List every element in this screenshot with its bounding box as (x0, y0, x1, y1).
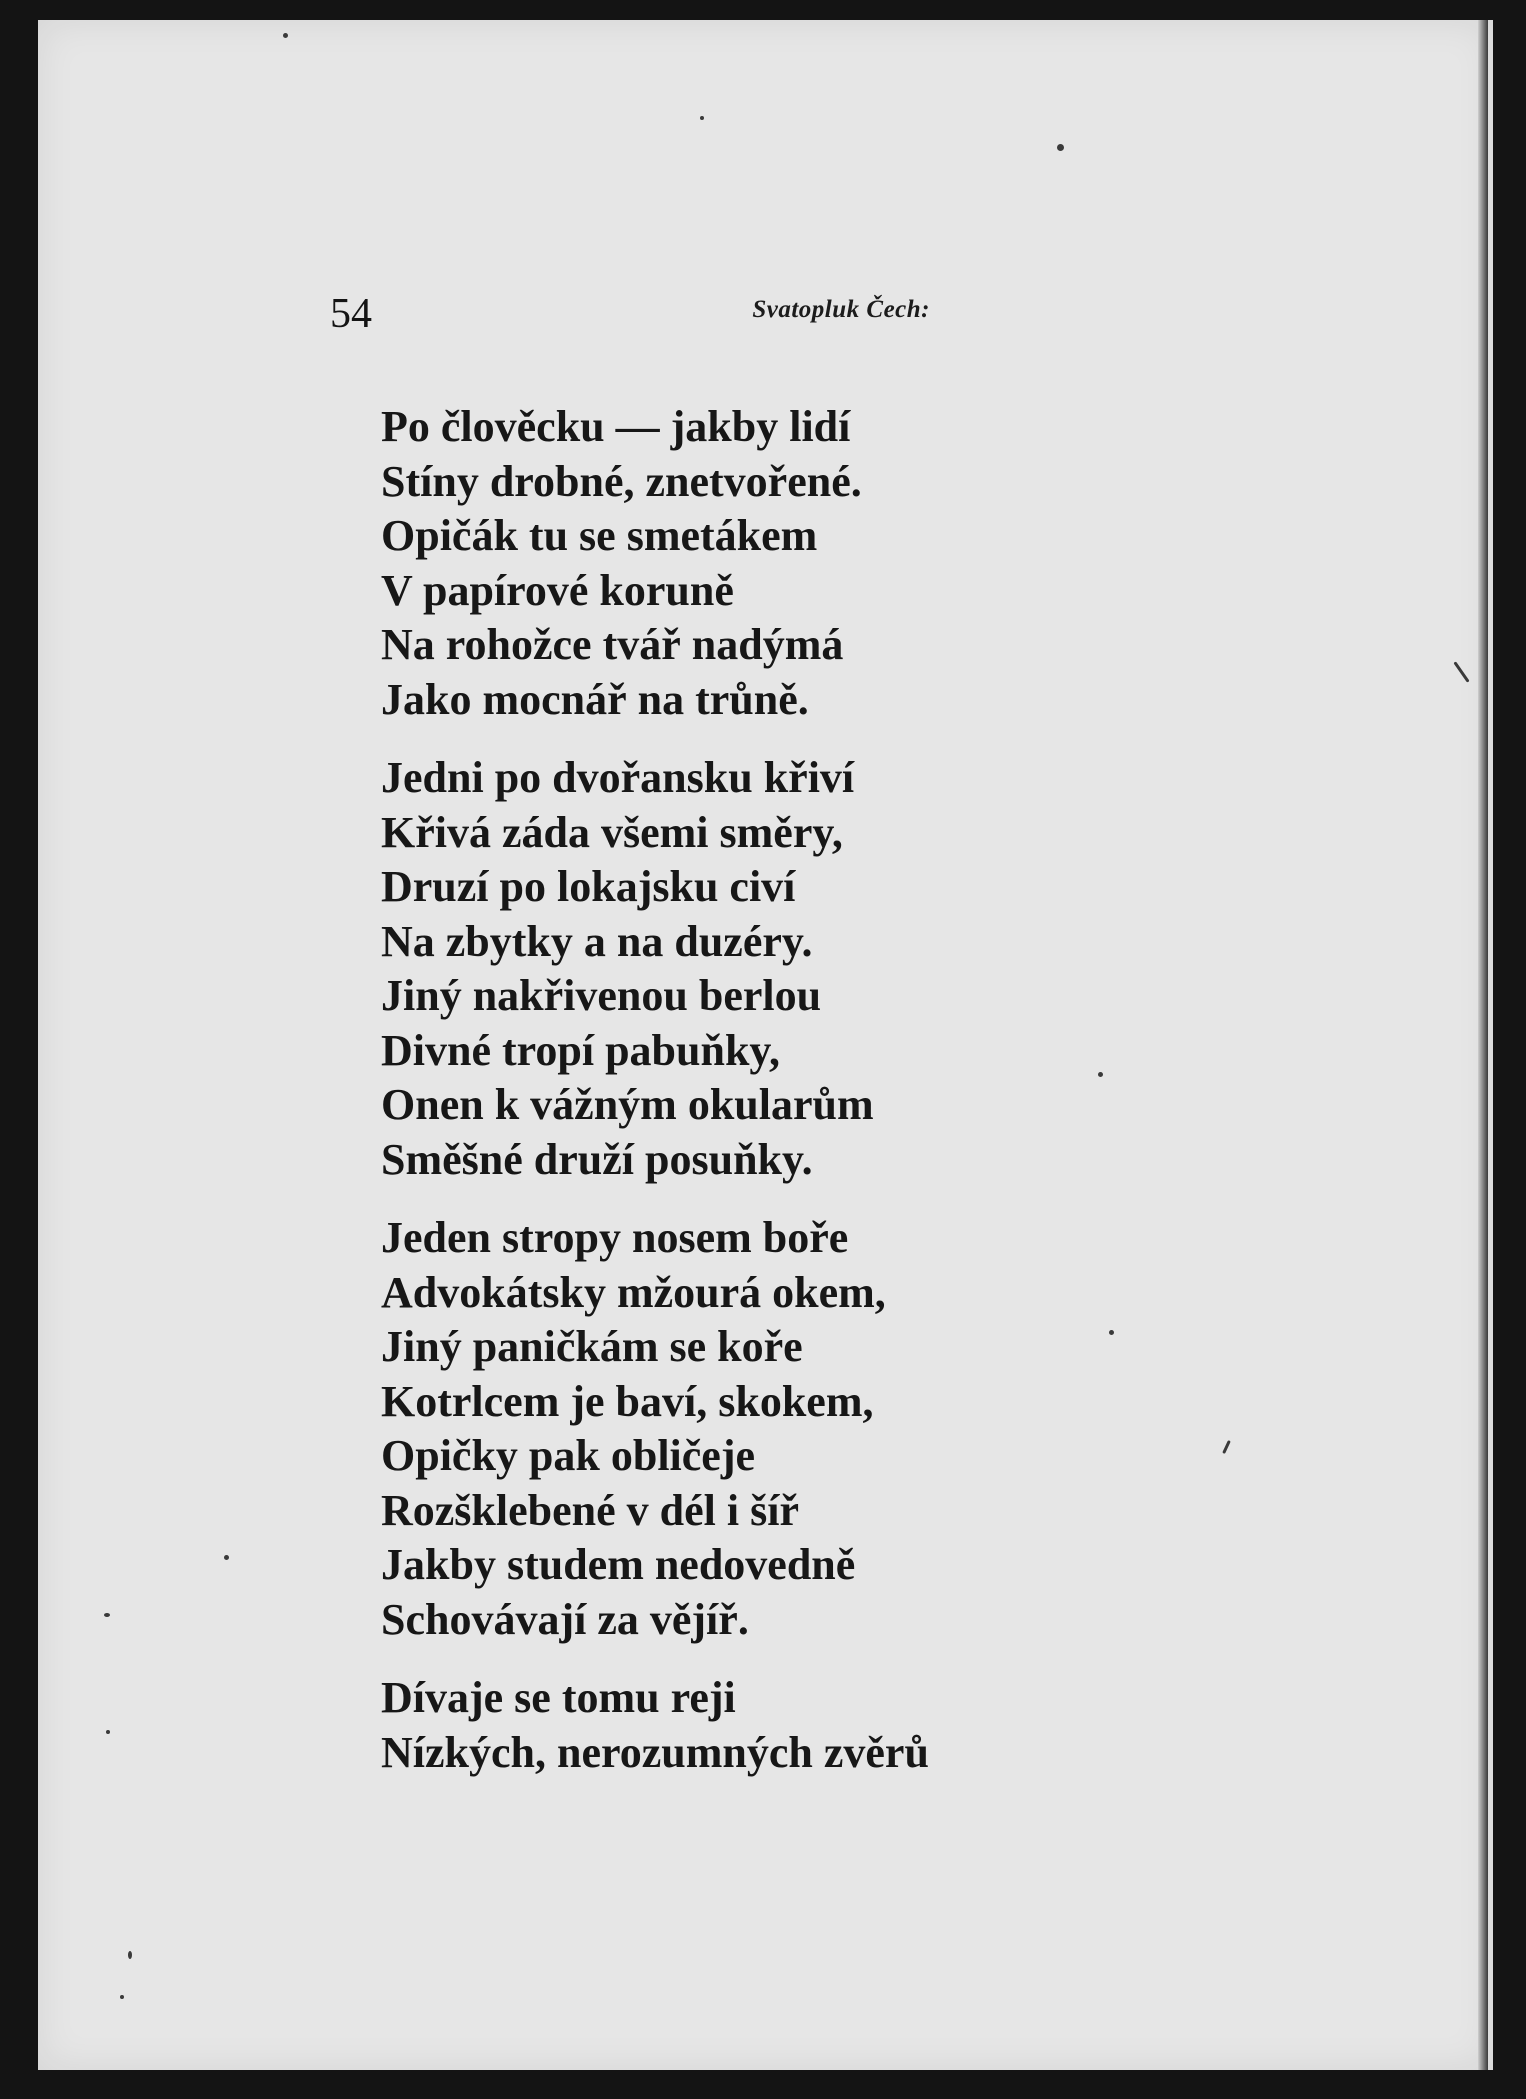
stanza-2 (381, 751, 1081, 1187)
poem-line: Dívaje se tomu reji (381, 1673, 736, 1722)
page-number: 54 (330, 291, 372, 337)
page-edge-shadow (1478, 20, 1488, 2070)
scan-speck (1109, 1330, 1114, 1335)
poem-line: Opičák tu se smetákem (381, 511, 818, 560)
scan-speck (1057, 144, 1064, 151)
scan-speck (224, 1555, 229, 1560)
stanza-3 (381, 1211, 1081, 1647)
scan-speck (106, 1730, 110, 1734)
poem-line: Po člověcku — jakby lidí (381, 402, 851, 451)
poem-line: V papírové koruně (381, 565, 734, 615)
poem-line: Nízkých, nerozumných zvěrů (381, 1727, 929, 1777)
poem-line: Jiný nakřivenou berlou (381, 971, 822, 1020)
poem-line: Advokátsky mžourá okem, (381, 1267, 886, 1317)
page-header (330, 290, 930, 350)
poem-line: Divné tropí pabuňky, (381, 1025, 781, 1075)
running-head-author: Svatopluk Čech: (752, 296, 930, 323)
scan-speck (104, 1613, 110, 1617)
scan-speck (120, 1995, 124, 1999)
poem-line: Stíny drobné, znetvořené. (381, 456, 862, 506)
scan-speck (700, 116, 704, 120)
stanza-4 (381, 1671, 1081, 1780)
poem-text (381, 400, 1081, 1780)
poem-line: Jeden stropy nosem boře (381, 1213, 849, 1262)
poem-line: Jiný paničkám se koře (381, 1322, 803, 1371)
poem-line: Onen k vážným okularům (381, 1080, 874, 1129)
scan-speck (1098, 1072, 1103, 1077)
poem-line: Schovávají za vějíř. (381, 1594, 749, 1644)
scan-speck (283, 33, 288, 38)
poem-line: Kotrlcem je baví, skokem, (381, 1376, 874, 1426)
poem-line: Jedni po dvořansku křiví (381, 753, 855, 802)
poem-line: Jako mocnář na trůně. (381, 674, 809, 724)
poem-line: Opičky pak obličeje (381, 1431, 756, 1480)
poem-line: Jakby studem nedovedně (381, 1540, 856, 1589)
poem-line: Na zbytky a na duzéry. (381, 916, 813, 966)
stanza-1 (381, 400, 1081, 727)
poem-line: Rozšklebené v dél i šíř (381, 1485, 799, 1535)
poem-line: Směšné druží posuňky. (381, 1134, 813, 1184)
poem-line: Křivá záda všemi směry, (381, 807, 843, 857)
poem-line: Na rohožce tvář nadýmá (381, 620, 844, 669)
scan-speck (128, 1951, 132, 1959)
poem-line: Druzí po lokajsku civí (381, 862, 796, 911)
